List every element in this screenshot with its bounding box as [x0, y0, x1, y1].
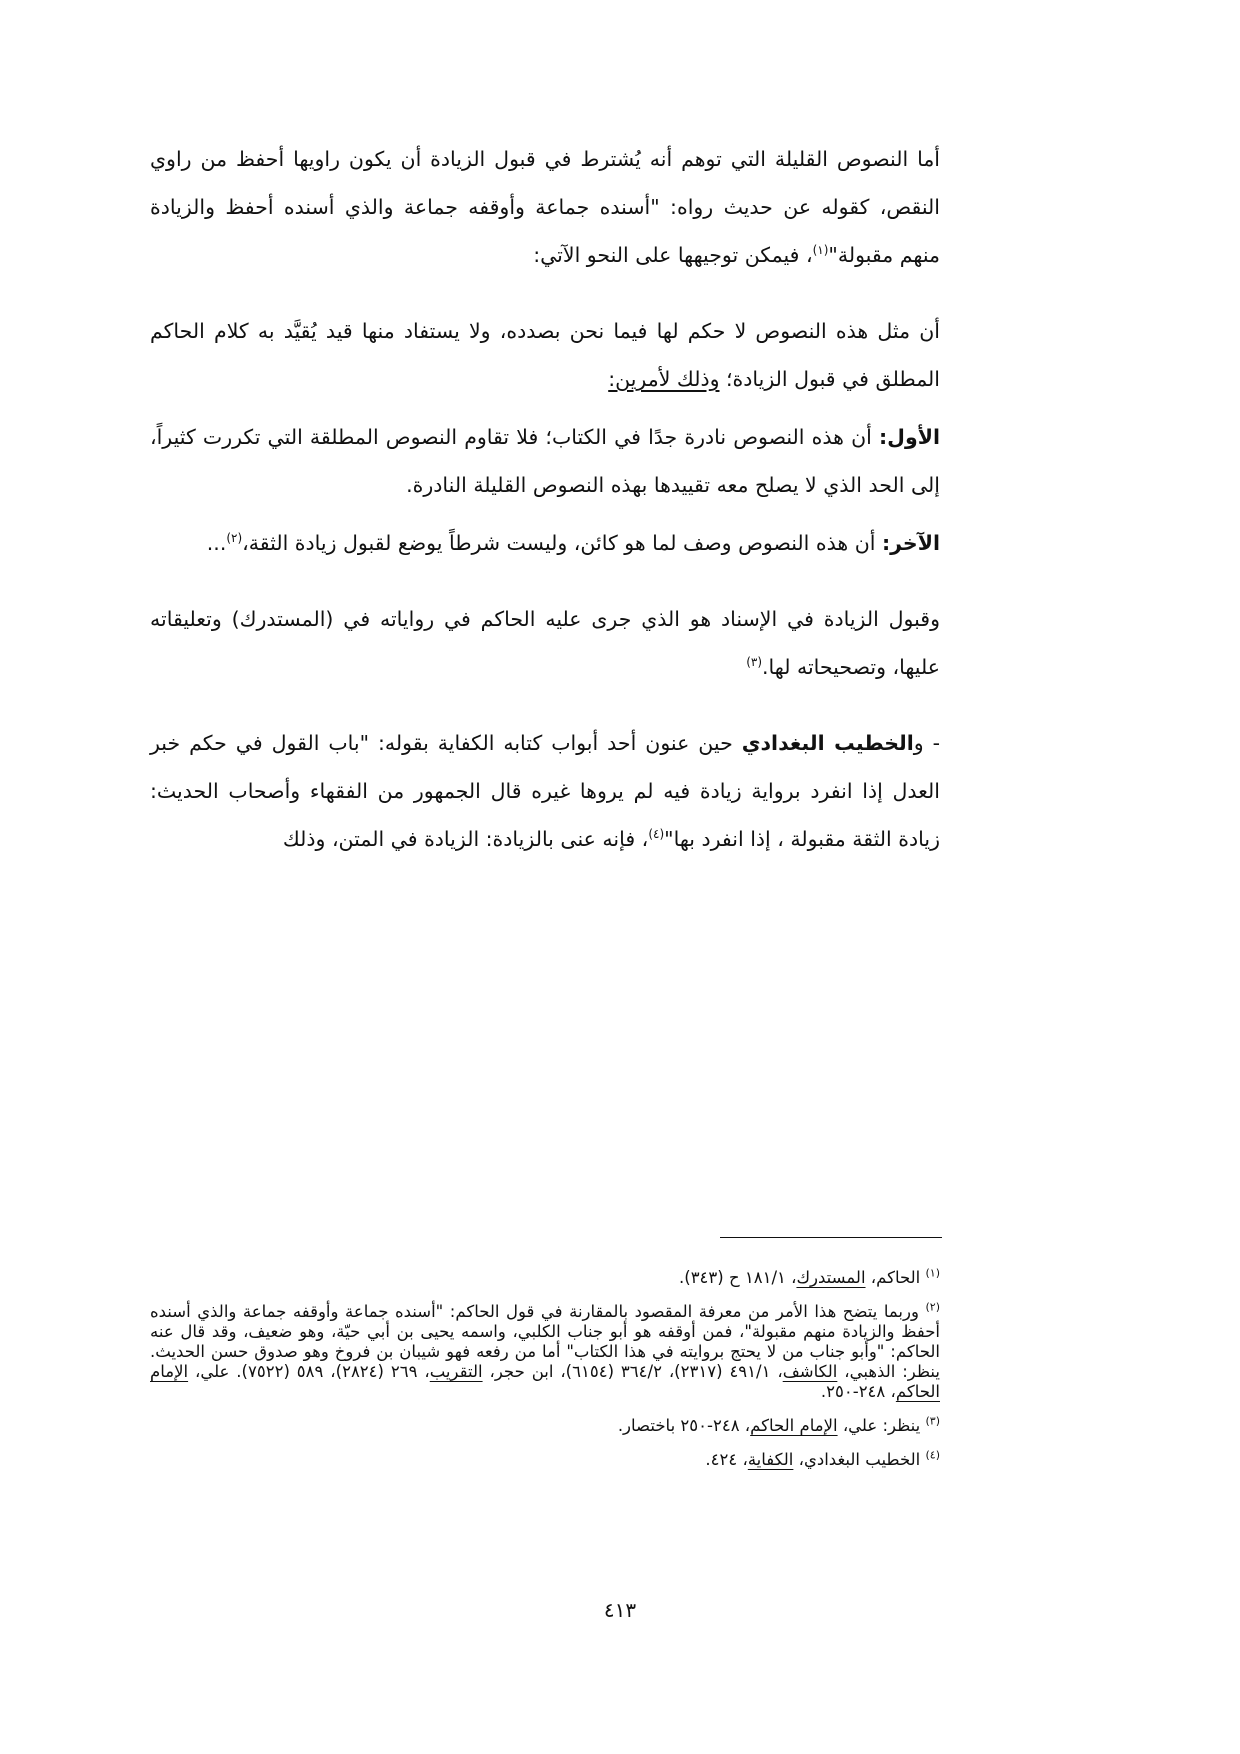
footnote-2-text-a: وربما يتضح هذا الأمر من معرفة المقصود بالمقارنة في قول الحاكم: "أسنده جماعة وأوقفه جماعة والذي أسنده أحفظ والزيادة منهم مقبولة"، فمن أوقفه هو أبو جناب الكلبي، واسمه يحيى بن أبي حيّة، وهو ضعيف، وقد قال عنه الحاكم: "وأبو جناب من لا يحتج بروايته في هذا الكتاب" أما من رفعه فهو شيبان بن فروخ وهو صدوق حسن الحديث. ينظر: الذهبي،: [150, 1302, 940, 1381]
paragraph-2-underlined: وذلك لأمرين:: [608, 367, 720, 391]
body-text: [150, 135, 940, 863]
footnote-1-text-b: ، ١٨١/١ ح (٣٤٣).: [679, 1268, 797, 1287]
footnote-2: [150, 1302, 940, 1402]
footnote-3-title: الإمام الحاكم: [750, 1416, 838, 1435]
footnote-3: [150, 1416, 940, 1436]
footnote-2-title-2: التقريب: [429, 1362, 483, 1381]
first-reason-label: الأول:: [878, 425, 940, 449]
paragraph-1-tail: ، فيمكن توجيهها على النحو الآتي:: [533, 243, 813, 267]
paragraph-1: [150, 135, 940, 279]
footnote-2-text-b: ، ٤٩١/١ (٢٣١٧)، ٣٦٤/٢ (٦١٥٤)، ابن حجر،: [482, 1362, 783, 1381]
paragraph-second-reason: [150, 519, 940, 567]
paragraph-6-tail: ، فإنه عنى بالزيادة: الزيادة في المتن، وذلك: [282, 827, 649, 851]
footnote-1: [150, 1268, 940, 1288]
footnote-2-number: (٢): [925, 1300, 940, 1314]
paragraph-1-text: أما النصوص القليلة التي توهم أنه يُشترط في قبول الزيادة أن يكون راويها أحفظ من راوي النقص، كقوله عن حديث رواه: "أسنده جماعة وأوقفه جماعة والذي أسنده أحفظ والزيادة منهم مقبولة": [150, 147, 940, 267]
paragraph-2: [150, 307, 940, 403]
footnote-ref-3[interactable]: (٣): [746, 655, 763, 670]
footnote-2-text-c: ، ٢٦٩ (٢٨٢٤)، ٥٨٩ (٧٥٢٢). علي،: [188, 1362, 430, 1381]
footnote-divider: [720, 1237, 942, 1238]
paragraph-first-reason: [150, 413, 940, 509]
page-number: ٤١٣: [603, 1598, 637, 1622]
paragraph-6: [150, 719, 940, 863]
footnote-1-text-a: الحاكم،: [865, 1268, 926, 1287]
second-reason-tail: ...: [206, 531, 227, 555]
second-reason-label: الآخر:: [881, 531, 940, 555]
second-reason-text: أن هذه النصوص وصف لما هو كائن، وليست شرطاً يوضع لقبول زيادة الثقة،: [242, 531, 882, 555]
footnote-2-text-d: ، ٢٤٨-٢٥٠.: [820, 1382, 896, 1401]
footnote-4-title: الكفاية: [747, 1450, 794, 1469]
paragraph-2-text: أن مثل هذه النصوص لا حكم لها فيما نحن بصدده، ولا يستفاد منها قيد يُقيَّد به كلام الحاكم المطلق في قبول الزيادة؛: [150, 319, 940, 391]
footnote-ref-1[interactable]: (١): [812, 243, 829, 258]
footnote-4: [150, 1450, 940, 1470]
footnote-2-title-1: الكاشف: [782, 1362, 838, 1381]
first-reason-text: أن هذه النصوص نادرة جدًا في الكتاب؛ فلا تقاوم النصوص المطلقة التي تكررت كثيراً، إلى الحد الذي لا يصلح معه تقييدها بهذه النصوص القليلة النادرة.: [150, 425, 940, 497]
paragraph-6-name: الخطيب البغدادي: [741, 731, 914, 755]
paragraph-6-lead: - و: [913, 731, 941, 755]
paragraph-6-text: حين عنون أحد أبواب كتابه الكفاية بقوله: "باب القول في حكم خبر العدل إذا انفرد برواية زيادة فيه لم يروها غيره قال الجمهور من الفقهاء وأصحاب الحديث: زيادة الثقة مقبولة ، إذا انفرد بها": [150, 731, 940, 851]
paragraph-5-text: وقبول الزيادة في الإسناد هو الذي جرى عليه الحاكم في رواياته في (المستدرك) وتعليقاته عليها، وتصحيحاته لها.: [150, 607, 940, 679]
footnote-4-number: (٤): [925, 1448, 940, 1462]
footnote-ref-2[interactable]: (٢): [226, 531, 243, 546]
footnote-3-text-b: ، ٢٤٨-٢٥٠ باختصار.: [617, 1416, 751, 1435]
footnote-1-title: المستدرك: [796, 1268, 866, 1287]
footnote-4-text-a: الخطيب البغدادي،: [793, 1450, 926, 1469]
footnote-4-text-b: ، ٤٢٤.: [705, 1450, 748, 1469]
footnote-3-number: (٣): [925, 1414, 940, 1428]
footnote-2-title-3: الإمام الحاكم: [150, 1362, 940, 1401]
footnotes: [150, 1268, 940, 1484]
footnote-ref-4[interactable]: (٤): [648, 827, 665, 842]
footnote-3-text-a: ينظر: علي،: [837, 1416, 926, 1435]
paragraph-5: [150, 595, 940, 691]
footnote-1-number: (١): [925, 1266, 940, 1280]
